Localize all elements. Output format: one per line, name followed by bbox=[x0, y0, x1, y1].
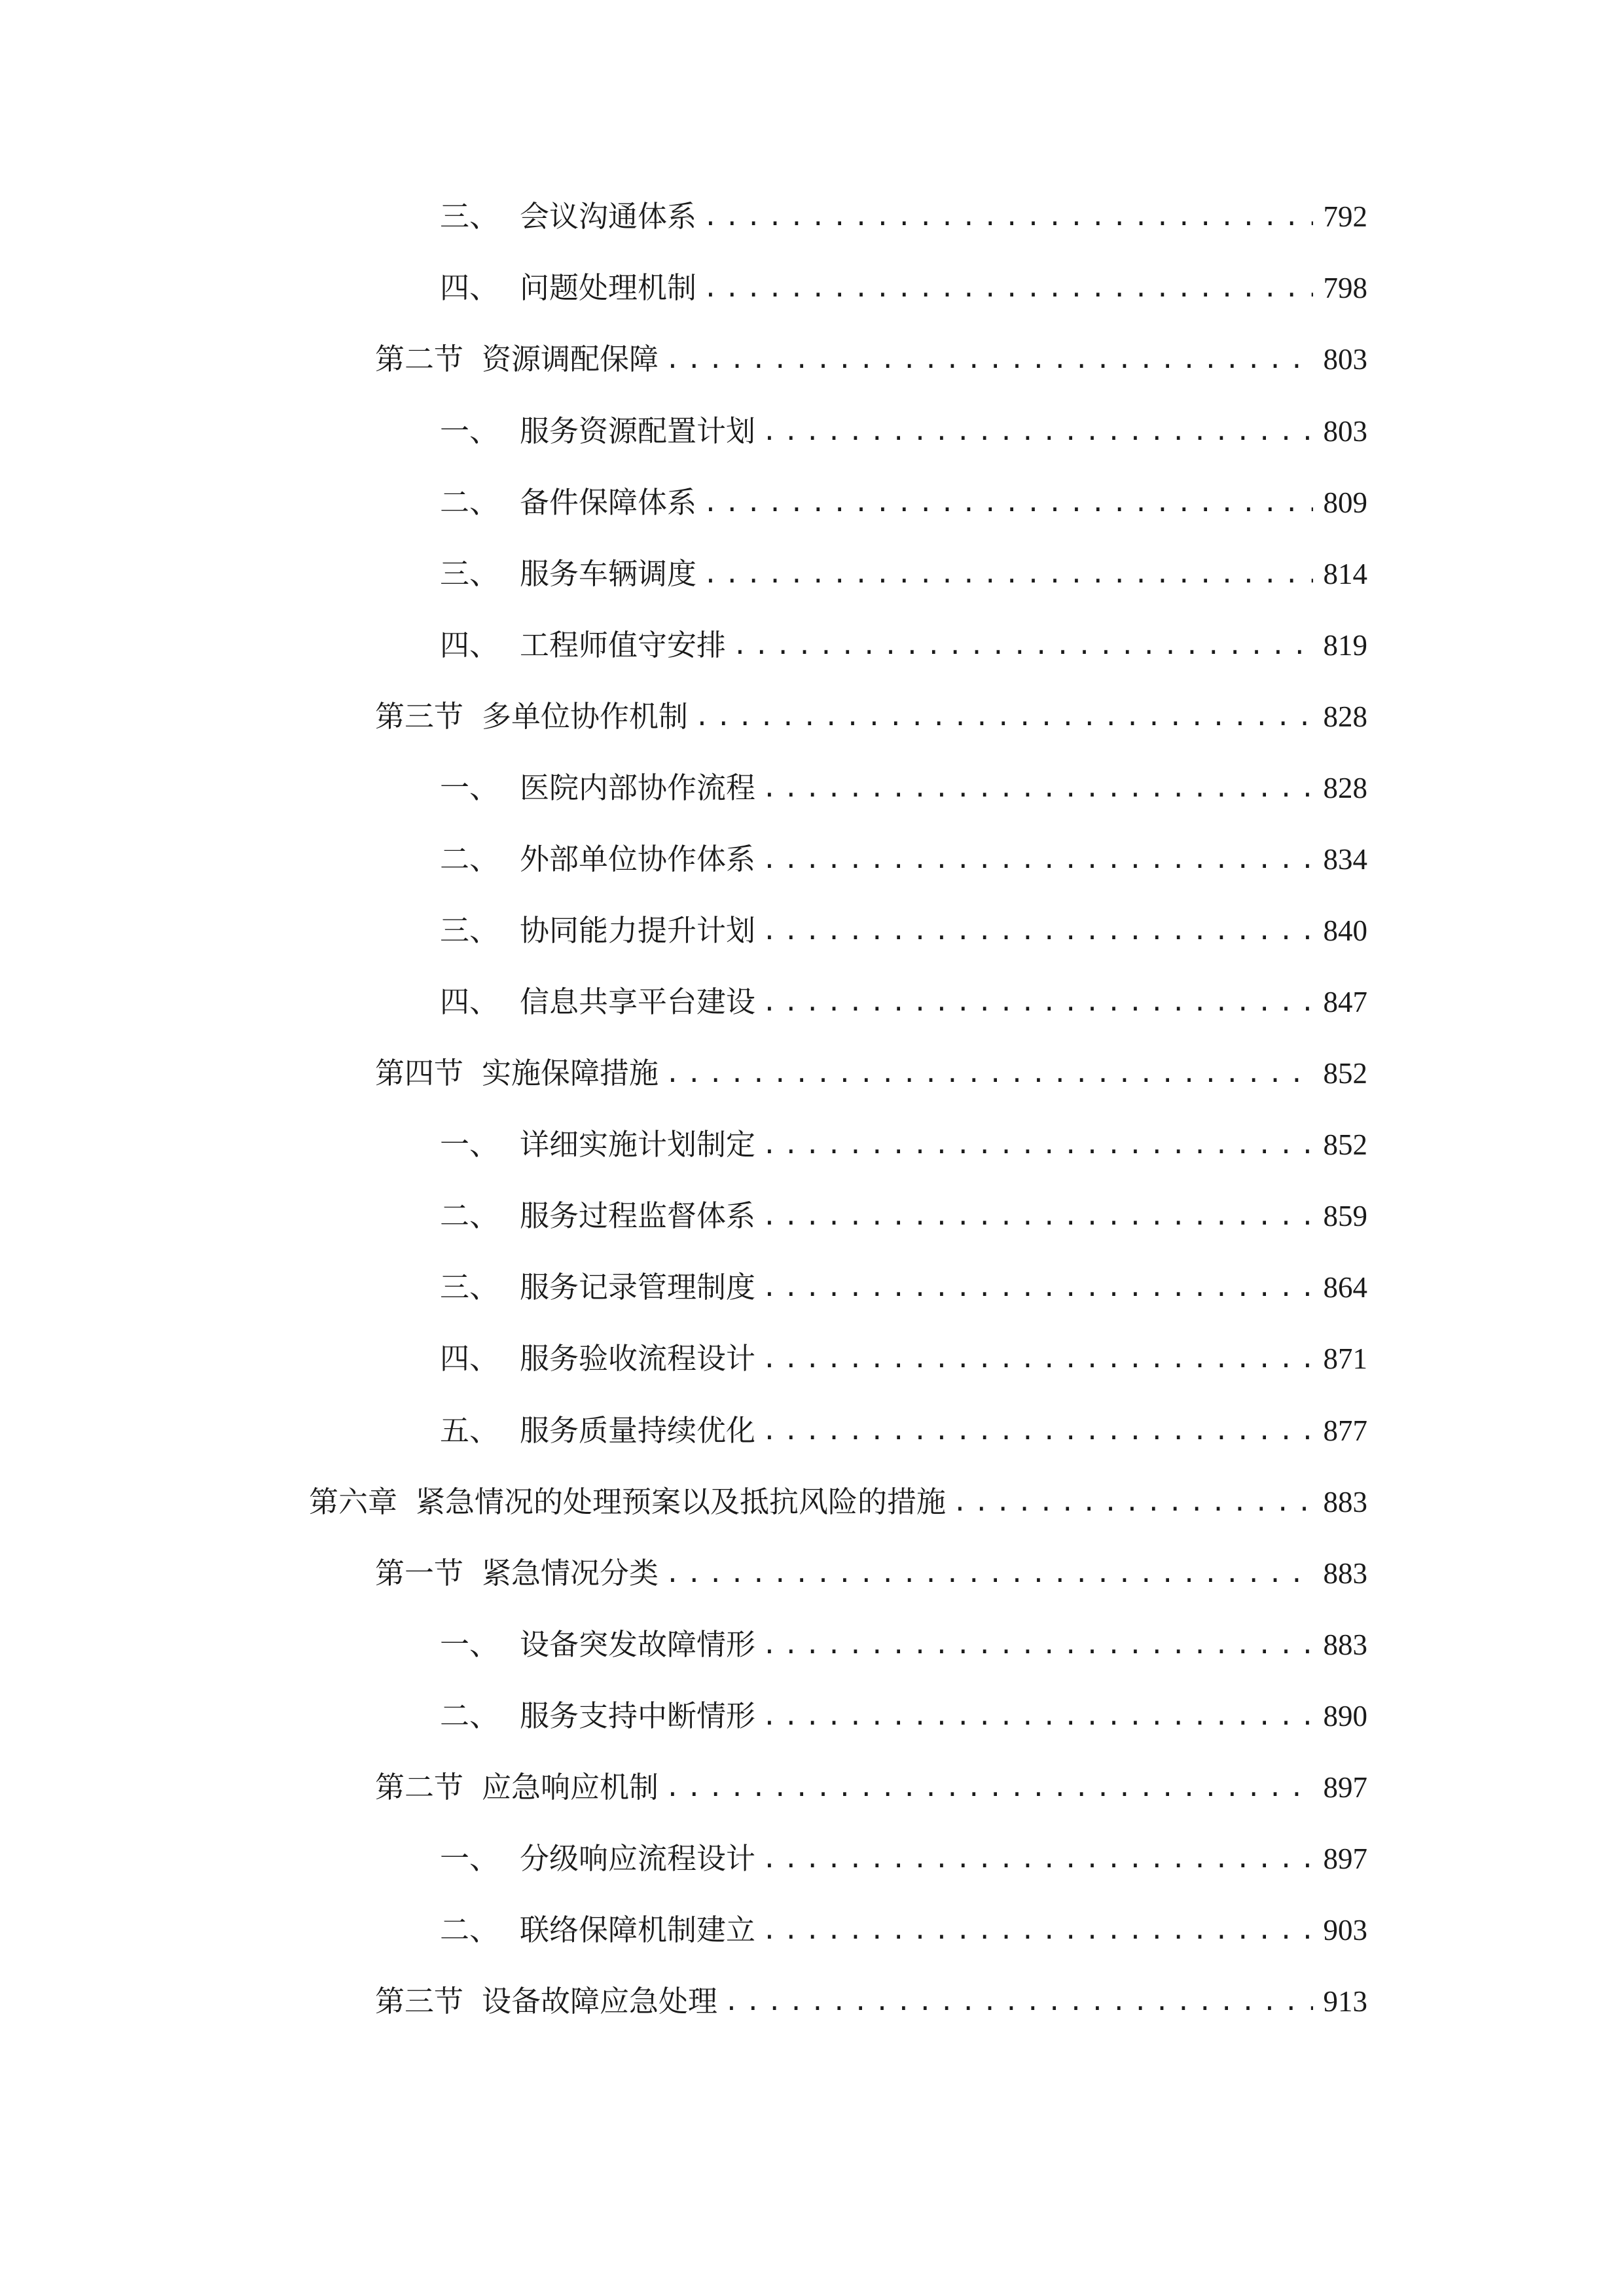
entry-number: 一、 bbox=[440, 1841, 499, 1876]
entry-number: 第三节 bbox=[375, 1984, 464, 2018]
toc-entry[interactable] bbox=[440, 1190, 1367, 1242]
entry-page-number: 798 bbox=[1323, 272, 1367, 304]
entry-title: 医院内部协作流程 bbox=[520, 770, 756, 805]
entry-page-number: 903 bbox=[1323, 1914, 1367, 1946]
entry-title: 服务车辆调度 bbox=[520, 556, 697, 591]
entry-number: 二、 bbox=[440, 1698, 499, 1733]
entry-title: 紧急情况的处理预案以及抵抗风险的措施 bbox=[416, 1484, 947, 1519]
dot-leader bbox=[665, 1547, 1312, 1600]
entry-title: 资源调配保障 bbox=[482, 342, 659, 376]
dot-leader bbox=[732, 619, 1312, 672]
entry-page-number: 852 bbox=[1323, 1057, 1367, 1090]
entry-page-number: 859 bbox=[1323, 1200, 1367, 1232]
dot-leader bbox=[724, 1975, 1312, 2028]
entry-title: 应急响应机制 bbox=[482, 1770, 659, 1804]
dot-leader bbox=[762, 976, 1312, 1028]
dot-leader bbox=[762, 1190, 1312, 1242]
dot-leader bbox=[703, 548, 1312, 600]
entry-number: 三、 bbox=[440, 1270, 499, 1304]
entry-page-number: 834 bbox=[1323, 843, 1367, 876]
entry-page-number: 871 bbox=[1323, 1342, 1367, 1375]
entry-number: 第四节 bbox=[375, 1056, 464, 1090]
entry-page-number: 792 bbox=[1323, 200, 1367, 233]
toc-entry[interactable] bbox=[440, 1690, 1367, 1742]
toc-entry[interactable] bbox=[375, 691, 1367, 743]
entry-page-number: 803 bbox=[1323, 343, 1367, 376]
dot-leader bbox=[762, 1690, 1312, 1742]
toc-entry[interactable] bbox=[440, 190, 1367, 243]
entry-page-number: 828 bbox=[1323, 700, 1367, 733]
entry-title: 会议沟通体系 bbox=[520, 199, 697, 234]
entry-title: 服务过程监督体系 bbox=[520, 1198, 756, 1233]
entry-page-number: 814 bbox=[1323, 558, 1367, 590]
entry-title: 服务记录管理制度 bbox=[520, 1270, 756, 1304]
entry-title: 服务验收流程设计 bbox=[520, 1341, 756, 1376]
entry-page-number: 890 bbox=[1323, 1700, 1367, 1732]
entry-number: 一、 bbox=[440, 1627, 499, 1662]
entry-title: 服务质量持续优化 bbox=[520, 1413, 756, 1448]
toc-entry[interactable] bbox=[440, 262, 1367, 314]
toc-entry[interactable] bbox=[440, 1904, 1367, 1956]
entry-number: 四、 bbox=[440, 984, 499, 1019]
toc-entry[interactable] bbox=[309, 1476, 1367, 1528]
entry-number: 第二节 bbox=[375, 1770, 464, 1804]
entry-title: 信息共享平台建设 bbox=[520, 984, 756, 1019]
toc-entry[interactable] bbox=[440, 762, 1367, 814]
dot-leader bbox=[695, 691, 1312, 743]
toc-entry[interactable] bbox=[440, 476, 1367, 529]
toc-entry[interactable] bbox=[375, 333, 1367, 386]
entry-title: 多单位协作机制 bbox=[482, 699, 689, 734]
dot-leader bbox=[762, 1619, 1312, 1671]
entry-number: 二、 bbox=[440, 1912, 499, 1947]
entry-page-number: 852 bbox=[1323, 1128, 1367, 1161]
dot-leader bbox=[762, 1333, 1312, 1385]
toc-entry[interactable] bbox=[440, 833, 1367, 886]
entry-title: 备件保障体系 bbox=[520, 485, 697, 520]
toc-entry[interactable] bbox=[440, 619, 1367, 672]
entry-page-number: 883 bbox=[1323, 1628, 1367, 1661]
entry-page-number: 840 bbox=[1323, 914, 1367, 947]
dot-leader bbox=[665, 333, 1312, 386]
entry-number: 三、 bbox=[440, 556, 499, 591]
entry-number: 一、 bbox=[440, 1127, 499, 1162]
entry-number: 一、 bbox=[440, 414, 499, 448]
dot-leader bbox=[665, 1047, 1312, 1100]
dot-leader bbox=[762, 1833, 1312, 1885]
toc-entry[interactable] bbox=[440, 976, 1367, 1028]
entry-page-number: 897 bbox=[1323, 1771, 1367, 1804]
dot-leader bbox=[703, 476, 1312, 529]
entry-page-number: 809 bbox=[1323, 486, 1367, 519]
entry-number: 四、 bbox=[440, 628, 499, 662]
toc-entry[interactable] bbox=[375, 1047, 1367, 1100]
toc-entry[interactable] bbox=[440, 548, 1367, 600]
toc-entry[interactable] bbox=[375, 1547, 1367, 1600]
entry-title: 详细实施计划制定 bbox=[520, 1127, 756, 1162]
entry-title: 问题处理机制 bbox=[520, 270, 697, 305]
entry-number: 二、 bbox=[440, 842, 499, 876]
entry-number: 二、 bbox=[440, 1198, 499, 1233]
entry-page-number: 897 bbox=[1323, 1842, 1367, 1875]
entry-title: 实施保障措施 bbox=[482, 1056, 659, 1090]
dot-leader bbox=[762, 833, 1312, 886]
entry-number: 五、 bbox=[440, 1413, 499, 1448]
dot-leader bbox=[762, 405, 1312, 457]
dot-leader bbox=[762, 1904, 1312, 1956]
toc-entry[interactable] bbox=[440, 1333, 1367, 1385]
toc-entry[interactable] bbox=[440, 1405, 1367, 1457]
entry-page-number: 883 bbox=[1323, 1557, 1367, 1590]
entry-page-number: 803 bbox=[1323, 415, 1367, 448]
entry-number: 第三节 bbox=[375, 699, 464, 734]
entry-title: 设备故障应急处理 bbox=[482, 1984, 718, 2018]
entry-number: 二、 bbox=[440, 485, 499, 520]
entry-title: 协同能力提升计划 bbox=[520, 913, 756, 948]
entry-title: 服务资源配置计划 bbox=[520, 414, 756, 448]
toc-entry[interactable] bbox=[440, 405, 1367, 457]
toc-entry[interactable] bbox=[375, 1975, 1367, 2028]
entry-page-number: 828 bbox=[1323, 772, 1367, 804]
entry-title: 分级响应流程设计 bbox=[520, 1841, 756, 1876]
entry-page-number: 864 bbox=[1323, 1271, 1367, 1304]
toc-entry[interactable] bbox=[440, 1833, 1367, 1885]
entry-number: 四、 bbox=[440, 1341, 499, 1376]
dot-leader bbox=[952, 1476, 1312, 1528]
dot-leader bbox=[703, 262, 1312, 314]
entry-number: 第二节 bbox=[375, 342, 464, 376]
entry-page-number: 883 bbox=[1323, 1486, 1367, 1518]
dot-leader bbox=[762, 1119, 1312, 1171]
entry-title: 工程师值守安排 bbox=[520, 628, 727, 662]
toc-entry[interactable] bbox=[440, 905, 1367, 957]
entry-number: 一、 bbox=[440, 770, 499, 805]
toc-entry[interactable] bbox=[375, 1761, 1367, 1814]
entry-number: 第一节 bbox=[375, 1556, 464, 1590]
entry-page-number: 847 bbox=[1323, 986, 1367, 1018]
dot-leader bbox=[762, 905, 1312, 957]
entry-page-number: 819 bbox=[1323, 629, 1367, 662]
entry-number: 四、 bbox=[440, 270, 499, 305]
entry-number: 三、 bbox=[440, 199, 499, 234]
entry-title: 设备突发故障情形 bbox=[520, 1627, 756, 1662]
entry-title: 紧急情况分类 bbox=[482, 1556, 659, 1590]
dot-leader bbox=[762, 1261, 1312, 1314]
toc-entry[interactable] bbox=[440, 1619, 1367, 1671]
dot-leader bbox=[762, 1405, 1312, 1457]
entry-page-number: 913 bbox=[1323, 1985, 1367, 2018]
dot-leader bbox=[665, 1761, 1312, 1814]
toc-entry[interactable] bbox=[440, 1261, 1367, 1314]
entry-title: 外部单位协作体系 bbox=[520, 842, 756, 876]
dot-leader bbox=[762, 762, 1312, 814]
toc-entry[interactable] bbox=[440, 1119, 1367, 1171]
entry-page-number: 877 bbox=[1323, 1414, 1367, 1447]
dot-leader bbox=[703, 190, 1312, 243]
entry-title: 服务支持中断情形 bbox=[520, 1698, 756, 1733]
entry-number: 三、 bbox=[440, 913, 499, 948]
entry-title: 联络保障机制建立 bbox=[520, 1912, 756, 1947]
entry-number: 第六章 bbox=[309, 1484, 398, 1519]
